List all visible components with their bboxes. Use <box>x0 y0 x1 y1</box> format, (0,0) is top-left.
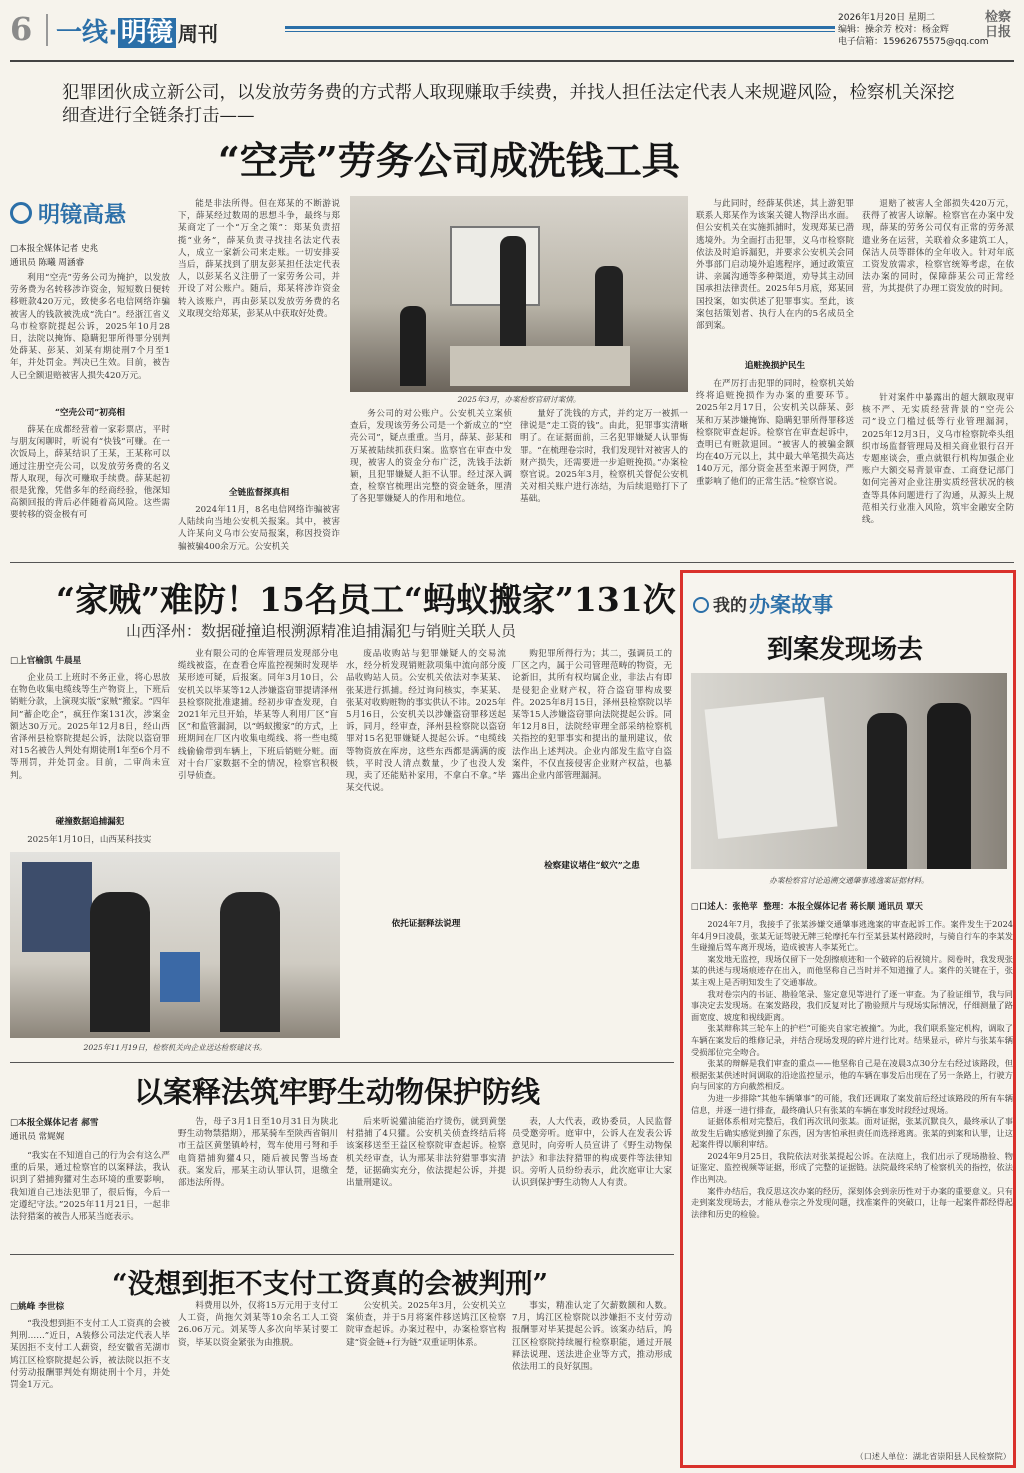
article-column-1: 利用“空壳”劳务公司为掩护，以发放劳务费为名转移涉诈资金，短短数日便转移赃款420万元，致使多名电信网络诈骗被害人的钱款被洗成“洗白”。经浙江省义乌市检察院提起公诉，2025年10月28日，法院以掩饰、隐瞒犯罪所得罪分别判处薛某、彭某、刘某有期徒刑7个月至1年，并处罚金。判决已生效。目前，被告人已全额退赔被害人损失420万元。 <box>10 273 170 381</box>
column-logo-story: 我的 办案故事 <box>693 589 893 619</box>
section-name: 一线· 明镜 周刊 <box>56 18 218 48</box>
column-logo-mingjing: 明镜高悬 <box>10 198 170 228</box>
page-number: 6 <box>10 10 33 48</box>
byline: □姚峰 李世棕 <box>10 1302 65 1312</box>
article-column-3: 后来听说獾油能治疗烫伤，就到黄堡村猎捕了4只獾。公安机关侦查终结后将该案移送至王益区检察院审查起诉。检察机关经审查，认为邢某非法狩猎罪事实清楚，证据确实充分，依法提起公诉，并提出量刑建议。 <box>346 1117 506 1189</box>
photo-caption: 办案检察官讨论追溯交通肇事逃逸案证据材料。 <box>769 876 929 885</box>
article-column-2: 告，母子3月1日至10月31日为陕北野生动物禁猎期），邢某骑车至陕西省铜川市王益区黄堡镇岭村，驾车使用弓弩和手电筒猎捕狗獾4只，随后被民警当场查获。案发后，邢某主动认罪认罚，退缴全部违法所得。 <box>178 1117 338 1189</box>
article-column-3: 公安机关。2025年3月，公安机关立案侦查，并于5月将案件移送鸠江区检察院审查起诉。办案过程中，办案检察官构建“资金链+行为链”双重证明体系。 <box>346 1301 506 1348</box>
article-column-1: “我没想到拒不支付工人工资真的会被判刑……”近日，A装修公司法定代表人毕某因拒不支付工人薪资，经安徽省芜湖市鸠江区检察院提起公诉，被法院以拒不支付劳动报酬罪判处有期徒刑十个月，并处罚金1万元。 <box>10 1319 170 1391</box>
article-subtitle: 山西泽州：数据碰撞追根溯源精准追捕漏犯与销赃关联人员 <box>126 622 517 640</box>
article-column-1: “我实在不知道自己的行为会有这么严重的后果，通过检察官的以案释法，我认识到了猎捕狗獾对生态环境的重要影响，我知道自己违法犯罪了，很后悔，今后一定遵纪守法。”2025年11月21日，一起非法狩猎案的被告人邢某当庭表示。 <box>10 1151 170 1223</box>
story-footer: （口述人单位：湖北省崇阳县人民检察院） <box>855 1451 1011 1461</box>
photo-prosecutors-evidence <box>691 673 1007 869</box>
byline: □本报全媒体记者 史兆 通讯员 陈曦 周涵睿 <box>10 244 99 268</box>
article-lead: 犯罪团伙成立新公司，以发放劳务费的方式帮人取现赚取手续费，并找人担任法定代表人来规避风险，检察机关深挖细查进行全链条打击—— <box>62 83 955 126</box>
story-box <box>680 570 1016 1468</box>
article-column-2: 能是非法所得。但在郑某的不断游说下，薛某经过数周的思想斗争，最终与郑某商定了一个“万全之策”：郑某负责招揽“业务”，薛某负责寻找挂名法定代表人，成立一家新公司来走账。一切安排妥当后，薛某找到了朋友彭某担任法定代表人，以彭某名义注册了一家劳务公司，并开设了对公账户。随后，郑某将涉诈资金转入该账户，再由彭某以发放劳务费的名义取现交给郑某，彭某从中获取好处费。 <box>178 199 340 319</box>
issue-editors: 编辑：操余芳 校对：杨金辉 <box>838 25 949 35</box>
masthead <box>0 0 1024 62</box>
article-column-5b: 在严厉打击犯罪的同时，检察机关始终将追赃挽损作为办案的重要环节。2025年2月17日，公安机关以薛某、彭某和万某涉嫌掩饰、隐瞒犯罪所得罪移送检察院审查起诉。检察官在审查起诉中，查明已有赃款退回。“被害人的被骗金额均在40万元以上，其中最大单笔损失高达140万元，部分资金甚至来源于网贷，严重影响了他们的正常生活。”检察官说。 <box>696 379 854 487</box>
article-column-1b: 2025年1月10日，山西某科技实 <box>27 835 152 845</box>
story-title: 到案发现场去 <box>767 635 924 665</box>
article-column-4: 表，人大代表，政协委员，人民监督员受邀旁听。庭审中，公诉人在发表公诉意见时，向旁听人员宣讲了《野生动物保护法》和非法狩猎罪的构成要件等法律知识。旁听人员纷纷表示，此次庭审让大家认识到保护野生动物人人有责。 <box>512 1117 672 1189</box>
article-title: “家贼”难防！15名员工“蚂蚁搬家”131次 <box>56 580 676 619</box>
photo-caption: 2025年11月19日，检察机关向企业送达检察建议书。 <box>83 1043 267 1052</box>
article-column-6b: 针对案件中暴露出的超大额取现审核不严、无实质经营背景的“空壳公司”设立门槛过低等行业管理漏洞，2025年12月3日，义乌市检察院牵头组织市场监督管理局及相关商业银行召开专题座谈会，重点就银行机构加强企业账户大额交易背景审查、工商登记部门如何完善对企业注册实质经营状况的核查等具体问题进行了沟通，从源头上规范相关行业准入风险，筑牢金融安全防线。 <box>862 393 1014 526</box>
section-heading: 检察建议堵住“蚁穴”之患 <box>544 861 640 871</box>
byline: □口述人：张艳苹 整理：本报全媒体记者 蒋长顺 通讯员 覃天 <box>691 901 923 911</box>
article-column-1: 企业员工上班时不务正业，将心思放在物色收集电缆线等生产物资上，下班后销赃分款，上演现实版“家贼”搬家。“四年间”蓄企吃企”，疯狂作案131次，涉案金额达30万元。2025年12月8日，经山西省泽州县检察院提起公诉，法院以盗窃罪对15名被告人判处有期徒刑1年至6个月不等刑罚，并处罚金。目前，二审尚未宣判。 <box>10 673 170 781</box>
section-heading: 追赃挽损护民生 <box>744 361 806 371</box>
section-heading: 碰撞数据追捕漏犯 <box>55 817 125 827</box>
pen-icon <box>693 597 709 613</box>
photo-procuratorial-suggestion <box>10 852 340 1038</box>
article-column-2: 业有限公司的仓库管理员发现部分电缆线被盗，在查看仓库监控视频时发现毕某形迹可疑，后报案。同年3月10日，公安机关以毕某等12人涉嫌盗窃罪提请泽州县检察院批准逮捕。经初步审查发现，自2021年元旦开始，毕某等人利用厂区“盲区”和监管漏洞，以“蚂蚁搬家”的方式，上班期间在厂区内收集电缆线、将一些电缆线偷偷带到车辆上，下班后销赃分赃。面对十台厂家数据不全的情况，检察官积极引导侦查。 <box>178 649 338 782</box>
issue-date: 2026年1月20日 星期二 <box>838 13 935 23</box>
section-heading: “空壳公司”初亮相 <box>54 408 126 418</box>
article-column-4: 购犯罪所得行为；其二，强调员工的厂区之内，属于公司管理范畴的物资，无论新旧，其所有权均属企业，非法占有即是侵犯企业财产权，符合盗窃罪构成要件。2025年8月15日，泽州县检察院以毕某等15人涉嫌盗窃罪向法院提起公诉。同年12月8日，法院经审理全部采纳检察机关指控的犯罪事实和提出的量刑建议，依法作出上述判决。企业内部发生监守自盗案件，不仅直接侵害企业财产权益，也暴露出企业内部管理漏洞。 <box>512 649 672 782</box>
byline: □本报全媒体记者 郝雪 通讯员 常娓娓 <box>10 1118 99 1142</box>
article-column-6: 退赔了被害人全部损失420万元，获得了被害人谅解。检察官在办案中发现，薛某的劳务公司仅有正常的劳务派遣业务在运营，关联着众多建筑工人，保洁人员等群体的全年收入。针对年底工资发放需求，检察官统筹考虑，在依法办案的同时，保障薛某公司正常经营，为其提供了办理工资发放的时间。 <box>862 199 1014 295</box>
byline: □上官榆凯 牛晨星 <box>10 656 82 666</box>
issue-email: 电子信箱：15962675575@qq.com <box>838 37 989 47</box>
article-column-2: 料费用以外，仅将15万元用于支付工人工资，尚拖欠刘某等10余名工人工资26.06万元。刘某等人多次向毕某讨要工资，毕某以资金紧张为由推脱。 <box>178 1301 338 1348</box>
photo-prosecutors-discussion <box>350 196 688 392</box>
section-heading: 依托证据释法说理 <box>391 919 461 929</box>
article-title: “空壳”劳务公司成洗钱工具 <box>218 138 680 183</box>
article-title: 以案释法筑牢野生动物保护防线 <box>134 1075 541 1109</box>
article-column-5: 与此同时，经薛某供述，其上游犯罪联系人郑某作为该案关键人物浮出水面。但公安机关在实施抓捕时，发现郑某已潜逃境外。为全面打击犯罪，义乌市检察院依法及时追诉漏犯，并要求公安机关会同外事部门启动境外追逃程序，通过政策宣讲、亲属沟通等多种渠道，劝导其主动回国承担法律责任。2025年5月底，郑某回国投案，如实供述了犯罪事实。至此，该案包括策划者、执行人在内的5名成员全部到案。 <box>696 199 854 332</box>
photo-caption: 2025年3月，办案检察官研讨案情。 <box>457 395 581 404</box>
article-title: “没想到拒不支付工资真的会被判刑” <box>112 1269 549 1300</box>
newspaper-logo: 检察日报 <box>984 10 1011 40</box>
article-column-2b: 2024年11月，8名电信网络诈骗被害人陆续向当地公安机关报案。其中，被害人许某向义乌市公安局报案，称因投资诈骗被骗400余万元。公安机关 <box>178 505 340 552</box>
article-column-4: 量好了洗钱的方式，并约定万一被抓一律说是“走工资的钱”。由此，犯罪事实清晰明了。在证据面前，三名犯罪嫌疑人认罪悔罪。“在梳理卷宗时，我们发现针对被害人的财产损失，还需要进一步追赃挽损。”办案检察官说。2025年3月，检察机关督促公安机关对相关账户进行冻结，为后续退赔打下了基础。 <box>520 409 688 505</box>
section-heading: 全链监督探真相 <box>228 488 290 498</box>
article-column-3: 务公司的对公账户。公安机关立案侦查后，发现该劳务公司是一个新成立的“空壳公司”，疑点重重。当月，薛某、彭某和万某被陆续抓获归案。监察官在审查中发现，被害人的资金分布广泛，洗钱手法新颖，且犯罪嫌疑人拒不认罪。经过深入调查，检察官梳理出完整的资金链条，厘清了各犯罪嫌疑人的作用和地位。 <box>350 409 512 505</box>
article-column-3: 废品收购站与犯罪嫌疑人的交易流水，经分析发现销赃款项集中流向部分废品收购站人员。公安机关依法对李某某、张某进行抓捕。经过询问核实，李某某、张某对收购赃物的事实供认不讳。2025年5月16日，公安机关以涉嫌盗窃罪移送起诉，同月，经审查，泽州县检察院以盗窃罪对15名犯罪嫌疑人提起公诉。“电缆线等物资放在库房，这些东西都是满满的废铁，平时没人清点数量，少了也没人发现，卖了还能贴补家用，不拿白不拿。”毕某交代说。 <box>346 649 506 794</box>
story-body: 2024年7月，我接手了张某涉嫌交通肇事逃逸案的审查起诉工作。案件发生于2024年4月9日凌晨，张某无证驾驶无牌三轮摩托车行至某县某村路段时，与骑自行车的李某发生碰撞后驾车离开现场，造成被害人李某死亡。 案发地无监控，现场仅留下一处刮擦痕迹和一个破碎的后视镜片。阅卷时，我发现张某的供述与现场痕迹存在出入，而他坚称自己当时并不知道撞了人。案件的关键在于，张某主观上是否明知发生了交通事故。 我对卷宗内的书证、勘验笔录、鉴定意见等进行了逐一审查。为了验证细节，我与同事决定去发现场。在案发路段，我们反复对比了勘验照片与现场实际情况，仔细测量了路面宽度、坡度和视线距离。 张某辩称其三轮车上的护栏“可能夹自家宅被撞”。为此，我们联系鉴定机构，调取了车辆在案发后的维修记录，并结合现场发现的碎片进行比对。结果显示，碎片与张某车辆受损部位完全吻合。 张某的辩解是我们审查的重点——他坚称自己是在凌晨3点30分左右经过该路段，但根据张某供述时间调取的沿途监控显示，他的车辆在事发后出现在了另一条路上，行驶方向与回家的方向截然相反。 为进一步排除“其他车辆肇事”的可能，我们还调取了案发前后经过该路段的所有车辆信息，并逐一进行排查，最终确认只有张某的车辆在事发时段经过现场。 证据体系相对完整后，我们再次讯问张某。面对证据，张某沉默良久，最终承认了事故发生后确实感觉到撞了东西，因为害怕承担责任而选择逃离。张某的到案和认罪，让这起案件得以顺利审结。 2024年9月25日，我院依法对张某提起公诉。在法庭上，我们出示了现场勘验、物证鉴定、监控视频等证据，形成了完整的证据链。法院最终采纳了检察机关的指控，依法作出判决。 案件办结后，我反思这次办案的经历，深刻体会到亲历性对于办案的重要意义。只有走到案发现场去，才能从卷宗之外发现问题，找准案件的突破口，让每一起案件都经得起法律和历史的检验。 <box>691 919 1013 1219</box>
magnifier-icon <box>10 202 32 224</box>
article-column-1b: 薛某在成都经营着一家彩票店，平时与朋友闲聊时，听说有“快钱”可赚。在一次饭局上，薛某结识了王某，王某称可以通过注册空壳公司，以发放劳务费的名义帮人取现，每次可赚取手续费。薛某起初很是犹豫，凭借多年的经商经验，他深知高额回报的背后必伴随着高风险。这些需要转移的资金极有可 <box>10 425 170 521</box>
article-column-4: 事实，精准认定了欠薪数额和人数。7月，鸠江区检察院以涉嫌拒不支付劳动报酬罪对毕某提起公诉。该案办结后，鸠江区检察院持续履行检察职能，通过开展释法说理、送法进企业等方式，推动形成依法用工的良好氛围。 <box>512 1301 672 1373</box>
